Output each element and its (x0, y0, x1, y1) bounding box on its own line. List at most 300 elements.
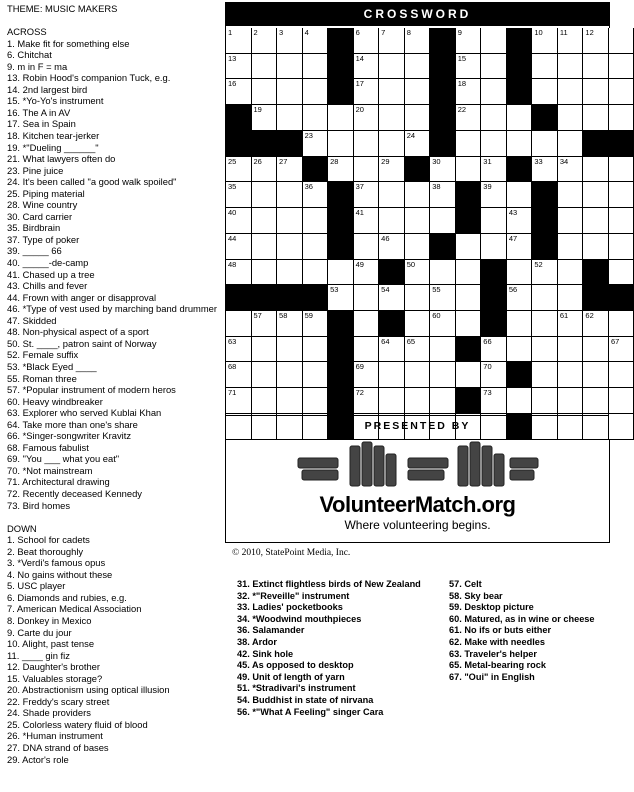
grid-cell[interactable] (354, 182, 380, 208)
grid-cell[interactable] (303, 311, 329, 337)
grid-cell[interactable] (303, 105, 329, 131)
cell-number: 62 (585, 311, 594, 321)
grid-cell[interactable] (456, 79, 482, 105)
clue-item: 11. ____ gin fiz (7, 649, 70, 661)
grid-cell[interactable] (609, 182, 634, 208)
grid-cell[interactable] (481, 131, 507, 157)
grid-cell[interactable] (252, 260, 278, 286)
grid-cell[interactable] (405, 79, 431, 105)
grid-cell[interactable] (456, 260, 482, 286)
black-square (456, 182, 482, 208)
grid-cell[interactable] (277, 311, 303, 337)
grid-cell[interactable] (379, 388, 405, 414)
grid-cell[interactable] (507, 182, 533, 208)
grid-cell[interactable] (379, 337, 405, 363)
grid-cell[interactable] (252, 157, 278, 183)
grid-cell[interactable] (532, 362, 558, 388)
grid-cell[interactable] (532, 260, 558, 286)
grid-cell[interactable] (609, 208, 634, 234)
grid-cell[interactable] (303, 260, 329, 286)
grid-cell[interactable] (507, 260, 533, 286)
grid-cell[interactable] (583, 362, 609, 388)
black-square (226, 131, 252, 157)
grid-cell[interactable] (583, 388, 609, 414)
grid-cell[interactable] (609, 362, 634, 388)
cell-number: 57 (253, 311, 262, 321)
grid-cell[interactable] (277, 362, 303, 388)
grid-cell[interactable] (405, 28, 431, 54)
grid-cell[interactable] (328, 260, 354, 286)
cell-number: 64 (381, 336, 390, 346)
grid-cell[interactable] (558, 234, 584, 260)
cell-number: 68 (228, 362, 237, 372)
grid-cell[interactable] (226, 79, 252, 105)
black-square (430, 28, 456, 54)
grid-cell[interactable] (277, 234, 303, 260)
clue-item: 33. Ladies' pocketbooks (237, 602, 343, 613)
cell-number: 23 (304, 130, 313, 140)
cell-number: 63 (228, 336, 237, 346)
grid-cell[interactable] (430, 285, 456, 311)
grid-cell[interactable] (226, 234, 252, 260)
clue-item: 9. Carte du jour (7, 626, 72, 638)
grid-cell[interactable] (456, 54, 482, 80)
grid-cell[interactable] (430, 311, 456, 337)
clue-item: 14. 2nd largest bird (7, 83, 88, 95)
cell-number: 33 (534, 156, 543, 166)
grid-cell[interactable] (252, 208, 278, 234)
grid-cell[interactable] (532, 54, 558, 80)
grid-cell[interactable] (456, 311, 482, 337)
grid-cell[interactable] (354, 105, 380, 131)
grid-cell[interactable] (507, 337, 533, 363)
grid-cell[interactable] (558, 28, 584, 54)
grid-cell[interactable] (354, 362, 380, 388)
grid-cell[interactable] (532, 388, 558, 414)
clue-item: 58. Sky bear (449, 590, 503, 601)
clue-item: 12. Daughter's brother (7, 661, 100, 673)
grid-cell[interactable] (609, 311, 634, 337)
cell-number: 46 (381, 233, 390, 243)
grid-cell[interactable] (303, 28, 329, 54)
clue-item: 72. Recently deceased Kennedy (7, 487, 142, 499)
clue-item: 24. It's been called "a good walk spoiled" (7, 176, 177, 188)
across-header: ACROSS (7, 26, 47, 38)
black-square (328, 28, 354, 54)
grid-cell[interactable] (481, 362, 507, 388)
grid-cell[interactable] (481, 105, 507, 131)
clue-item: 21. What lawyers often do (7, 153, 116, 165)
grid-cell[interactable] (303, 337, 329, 363)
cell-number: 22 (457, 105, 467, 115)
clue-item: 43. Chills and fever (7, 280, 88, 292)
grid-cell[interactable] (507, 285, 533, 311)
black-square (456, 208, 482, 234)
grid-cell[interactable] (226, 362, 252, 388)
clue-item: 17. Sea in Spain (7, 118, 76, 130)
clue-item: 65. Metal-bearing rock (449, 660, 547, 671)
clue-item: 13. Robin Hood's companion Tuck, e.g. (7, 72, 171, 84)
black-square (481, 285, 507, 311)
black-square (456, 388, 482, 414)
clue-item: 70. *Not mainstream (7, 464, 93, 476)
crossword-title: CROSSWORD (226, 3, 609, 26)
grid-cell[interactable] (405, 54, 431, 80)
clue-item: 8. Donkey in Mexico (7, 614, 92, 626)
grid-cell[interactable] (609, 388, 634, 414)
grid-cell[interactable] (558, 362, 584, 388)
grid-cell[interactable] (328, 285, 354, 311)
grid-cell[interactable] (354, 337, 380, 363)
clue-item: 66. *Singer-songwriter Kravitz (7, 430, 132, 442)
cell-number: 28 (330, 156, 339, 166)
grid-cell[interactable] (405, 311, 431, 337)
grid-cell[interactable] (354, 157, 380, 183)
clue-item: 35. Birdbrain (7, 222, 61, 234)
grid-cell[interactable] (583, 234, 609, 260)
grid-cell[interactable] (609, 79, 634, 105)
clue-item: 25. Piping material (7, 187, 85, 199)
grid-cell[interactable] (252, 337, 278, 363)
black-square (379, 260, 405, 286)
grid-cell[interactable] (354, 208, 380, 234)
grid-cell[interactable] (583, 337, 609, 363)
black-square (226, 105, 252, 131)
grid-cell[interactable] (379, 54, 405, 80)
grid-cell[interactable] (583, 157, 609, 183)
cell-number: 50 (406, 259, 416, 269)
grid-cell[interactable] (226, 208, 252, 234)
grid-cell[interactable] (226, 311, 252, 337)
grid-cell[interactable] (532, 79, 558, 105)
cell-number: 37 (355, 182, 364, 192)
clue-item: 71. Architectural drawing (7, 476, 110, 488)
cell-number: 40 (228, 208, 237, 218)
grid-cell[interactable] (507, 311, 533, 337)
grid-cell[interactable] (609, 54, 634, 80)
grid-cell[interactable] (252, 54, 278, 80)
black-square (609, 285, 634, 311)
grid-cell[interactable] (456, 28, 482, 54)
grid-cell[interactable] (430, 337, 456, 363)
grid-cell[interactable] (328, 157, 354, 183)
cell-number: 59 (304, 311, 313, 321)
down-header: DOWN (7, 522, 37, 534)
grid-cell[interactable] (558, 54, 584, 80)
grid-cell[interactable] (277, 182, 303, 208)
grid-cell[interactable] (354, 54, 380, 80)
grid-cell[interactable] (583, 182, 609, 208)
clue-item: 59. Desktop picture (449, 602, 534, 613)
grid-cell[interactable] (405, 208, 431, 234)
grid-cell[interactable] (405, 131, 431, 157)
grid-cell[interactable] (226, 28, 252, 54)
cell-number: 8 (406, 28, 411, 37)
cell-number: 39 (483, 182, 492, 192)
clue-item: 1. Make fit for something else (7, 37, 130, 49)
grid-cell[interactable] (507, 234, 533, 260)
grid-cell[interactable] (354, 234, 380, 260)
grid-cell[interactable] (430, 388, 456, 414)
black-square (430, 105, 456, 131)
grid-cell[interactable] (277, 54, 303, 80)
grid-cell[interactable] (481, 28, 507, 54)
grid-cell[interactable] (558, 182, 584, 208)
grid-cell[interactable] (481, 79, 507, 105)
black-square (456, 337, 482, 363)
clue-item: 52. Female suffix (7, 349, 79, 361)
grid-cell[interactable] (226, 157, 252, 183)
grid-cell[interactable] (609, 337, 634, 363)
clue-item: 48. Non-physical aspect of a sport (7, 326, 149, 338)
black-square (532, 182, 558, 208)
cell-number: 11 (559, 28, 568, 37)
grid-cell[interactable] (303, 131, 329, 157)
grid-cell[interactable] (456, 234, 482, 260)
grid-cell[interactable] (481, 208, 507, 234)
grid-cell[interactable] (558, 285, 584, 311)
cell-number: 25 (228, 156, 237, 166)
clue-item: 45. As opposed to desktop (237, 660, 354, 671)
grid-cell[interactable] (277, 157, 303, 183)
grid-cell[interactable] (252, 362, 278, 388)
grid-cell[interactable] (609, 234, 634, 260)
black-square (481, 260, 507, 286)
cell-number: 31 (483, 156, 492, 166)
grid-cell[interactable] (303, 234, 329, 260)
grid-cell[interactable] (277, 208, 303, 234)
clue-item: 32. *"Reveille" instrument (237, 590, 350, 601)
grid-cell[interactable] (226, 337, 252, 363)
black-square (532, 234, 558, 260)
grid-cell[interactable] (430, 157, 456, 183)
black-square (430, 131, 456, 157)
grid-cell[interactable] (328, 131, 354, 157)
grid-cell[interactable] (252, 182, 278, 208)
black-square (328, 54, 354, 80)
grid-cell[interactable] (226, 388, 252, 414)
grid-cell[interactable] (379, 362, 405, 388)
grid-cell[interactable] (354, 260, 380, 286)
grid-cell[interactable] (583, 79, 609, 105)
cell-number: 7 (381, 28, 386, 37)
grid-cell[interactable] (609, 414, 634, 440)
grid-cell[interactable] (532, 285, 558, 311)
grid-cell[interactable] (405, 337, 431, 363)
grid-cell[interactable] (303, 79, 329, 105)
grid-cell[interactable] (558, 337, 584, 363)
grid-cell[interactable] (379, 157, 405, 183)
grid-cell[interactable] (481, 157, 507, 183)
grid-cell[interactable] (456, 105, 482, 131)
grid-cell[interactable] (252, 79, 278, 105)
grid-cell[interactable] (481, 234, 507, 260)
grid-cell[interactable] (277, 260, 303, 286)
cell-number: 36 (304, 182, 313, 192)
black-square (430, 54, 456, 80)
grid-cell[interactable] (532, 157, 558, 183)
grid-cell[interactable] (456, 362, 482, 388)
grid-cell[interactable] (354, 28, 380, 54)
grid-cell[interactable] (609, 157, 634, 183)
grid-cell[interactable] (303, 208, 329, 234)
grid-cell[interactable] (252, 105, 278, 131)
grid-cell[interactable] (430, 208, 456, 234)
grid-cell[interactable] (481, 182, 507, 208)
grid-cell[interactable] (532, 337, 558, 363)
grid-cell[interactable] (507, 105, 533, 131)
black-square (328, 362, 354, 388)
grid-cell[interactable] (609, 105, 634, 131)
grid-cell[interactable] (481, 54, 507, 80)
cell-number: 2 (253, 28, 258, 37)
grid-cell[interactable] (558, 208, 584, 234)
grid-cell[interactable] (226, 260, 252, 286)
grid-cell[interactable] (430, 260, 456, 286)
grid-cell[interactable] (481, 337, 507, 363)
grid-cell[interactable] (226, 182, 252, 208)
grid-cell[interactable] (405, 234, 431, 260)
grid-cell[interactable] (354, 79, 380, 105)
grid-cell[interactable] (405, 260, 431, 286)
clue-item: 49. Unit of length of yarn (237, 671, 345, 682)
black-square (430, 234, 456, 260)
grid-cell[interactable] (405, 388, 431, 414)
grid-cell[interactable] (583, 208, 609, 234)
grid-cell[interactable] (277, 388, 303, 414)
grid-cell[interactable] (277, 105, 303, 131)
grid-cell[interactable] (558, 157, 584, 183)
grid-cell[interactable] (252, 311, 278, 337)
cell-number: 52 (534, 259, 543, 269)
grid-cell[interactable] (507, 131, 533, 157)
cell-number: 65 (406, 336, 416, 346)
cell-number: 49 (355, 259, 364, 269)
cell-number: 72 (355, 388, 364, 398)
black-square (532, 208, 558, 234)
cell-number: 17 (355, 79, 364, 89)
clue-item: 50. St. ____, patron saint of Norway (7, 337, 157, 349)
grid-cell[interactable] (379, 285, 405, 311)
black-square (507, 28, 533, 54)
clue-item: 73. Bird homes (7, 499, 71, 511)
grid-cell[interactable] (379, 28, 405, 54)
black-square (252, 285, 278, 311)
grid-cell[interactable] (252, 28, 278, 54)
grid-cell[interactable] (532, 131, 558, 157)
clue-item: 26. *Human instrument (7, 730, 103, 742)
grid-cell[interactable] (303, 54, 329, 80)
sponsor-tagline: Where volunteering begins. (344, 518, 491, 532)
grid-cell[interactable] (456, 157, 482, 183)
grid-cell[interactable] (583, 54, 609, 80)
grid-cell[interactable] (456, 285, 482, 311)
grid-cell[interactable] (354, 285, 380, 311)
grid-cell[interactable] (609, 260, 634, 286)
clue-item: 24. Shade providers (7, 707, 91, 719)
grid-cell[interactable] (354, 311, 380, 337)
grid-cell[interactable] (277, 79, 303, 105)
grid-cell[interactable] (558, 105, 584, 131)
grid-cell[interactable] (507, 388, 533, 414)
grid-cell[interactable] (354, 131, 380, 157)
clue-item: 68. Famous fabulist (7, 441, 89, 453)
clue-item: 51. *Stradivari's instrument (237, 683, 356, 694)
grid-cell[interactable] (405, 182, 431, 208)
grid-cell[interactable] (252, 388, 278, 414)
clue-item: 44. Frown with anger or disapproval (7, 291, 157, 303)
grid-cell[interactable] (226, 54, 252, 80)
grid-cell[interactable] (252, 234, 278, 260)
cell-number: 48 (228, 259, 237, 269)
grid-cell[interactable] (583, 28, 609, 54)
grid-cell[interactable] (532, 311, 558, 337)
grid-cell[interactable] (379, 182, 405, 208)
grid-cell[interactable] (379, 131, 405, 157)
grid-cell[interactable] (379, 208, 405, 234)
grid-cell[interactable] (405, 285, 431, 311)
clue-item: 38. Ardor (237, 636, 277, 647)
grid-cell[interactable] (456, 131, 482, 157)
black-square (328, 337, 354, 363)
clue-item: 6. Chitchat (7, 49, 52, 61)
cell-number: 16 (228, 79, 237, 89)
grid-cell[interactable] (354, 388, 380, 414)
grid-cell[interactable] (379, 79, 405, 105)
grid-cell[interactable] (558, 388, 584, 414)
grid-cell[interactable] (558, 260, 584, 286)
black-square (328, 234, 354, 260)
cell-number: 21 (432, 105, 441, 115)
clue-item: 39. _____ 66 (7, 245, 62, 257)
black-square (507, 79, 533, 105)
grid-cell[interactable] (532, 28, 558, 54)
cell-number: 47 (508, 233, 518, 243)
grid-cell[interactable] (583, 311, 609, 337)
grid-cell[interactable] (303, 388, 329, 414)
grid-cell[interactable] (507, 208, 533, 234)
grid-cell[interactable] (303, 362, 329, 388)
clue-item: 63. Traveler's helper (449, 648, 537, 659)
grid-cell[interactable] (277, 337, 303, 363)
black-square (481, 311, 507, 337)
cell-number: 24 (406, 130, 416, 140)
cell-number: 61 (559, 311, 569, 321)
black-square (328, 208, 354, 234)
grid-cell[interactable] (481, 388, 507, 414)
clue-item: 63. Explorer who served Kublai Khan (7, 407, 162, 419)
cell-number: 67 (610, 336, 620, 346)
grid-cell[interactable] (405, 362, 431, 388)
grid-cell[interactable] (303, 182, 329, 208)
grid-cell[interactable] (328, 105, 354, 131)
clue-item: 54. Buddhist in state of nirvana (237, 694, 374, 705)
grid-cell[interactable] (405, 105, 431, 131)
grid-cell[interactable] (609, 28, 634, 54)
grid-cell[interactable] (379, 234, 405, 260)
grid-cell[interactable] (277, 28, 303, 54)
cell-number: 32 (508, 156, 518, 166)
grid-cell[interactable] (430, 182, 456, 208)
grid-cell[interactable] (558, 311, 584, 337)
grid-cell[interactable] (583, 105, 609, 131)
clue-item: 34. *Woodwind mouthpieces (237, 613, 362, 624)
clue-item: 41. Chased up a tree (7, 268, 95, 280)
grid-cell[interactable] (558, 131, 584, 157)
grid-cell[interactable] (379, 105, 405, 131)
grid-cell[interactable] (430, 362, 456, 388)
grid-cell[interactable] (558, 79, 584, 105)
